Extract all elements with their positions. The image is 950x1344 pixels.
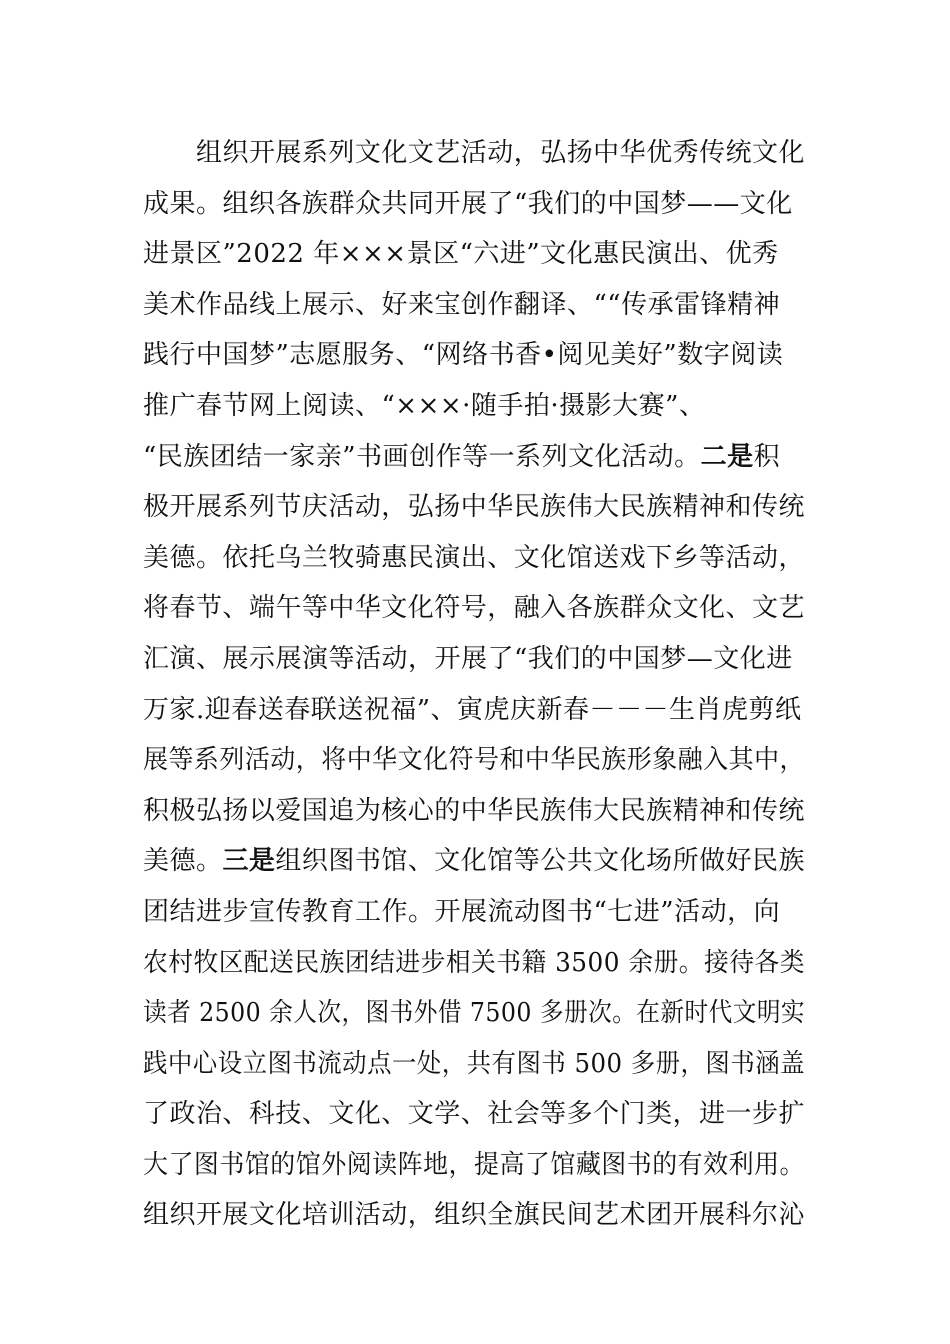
text-segment: 大了图书馆的馆外阅读阵地，提高了馆藏图书的有效利用。 bbox=[143, 1149, 806, 1180]
text-line bbox=[143, 381, 813, 432]
text-line-content bbox=[143, 1190, 805, 1241]
text-line-content bbox=[143, 340, 783, 370]
text-segment: 团结进步宣传教育工作。开展流动图书“七进”活动，向 bbox=[143, 896, 781, 927]
text-line-content bbox=[143, 290, 780, 320]
text-line bbox=[143, 179, 813, 230]
text-line-content bbox=[143, 482, 805, 533]
text-segment: 进景区”2022 年×××景区“六进”文化惠民演出、优秀 bbox=[143, 239, 779, 270]
text-segment: 组织开展系列文化文艺活动，弘扬中华优秀传统文化 bbox=[196, 138, 806, 168]
text-segment: 积 bbox=[753, 441, 781, 472]
text-line bbox=[143, 432, 813, 483]
text-line bbox=[143, 634, 813, 685]
text-segment: 展等系列活动，将中华文化符号和中华民族形象融入其中， bbox=[143, 745, 806, 776]
text-segment: “民族团结一家亲”书画创作等一系列文化活动。 bbox=[143, 441, 701, 472]
text-segment: 汇演、展示展演等活动，开展了“我们的中国梦—文化进 bbox=[143, 643, 793, 674]
text-segment: 美术作品线上展示、好来宝创作翻译、““传承雷锋精神 bbox=[143, 289, 781, 320]
text-segment: 农村牧区配送民族团结进步相关书籍 3500 余册。接待各类 bbox=[143, 947, 805, 978]
text-line-content bbox=[143, 533, 805, 584]
text-line bbox=[143, 836, 813, 887]
text-line-content bbox=[143, 735, 805, 786]
text-line-content bbox=[143, 391, 705, 421]
bold-lead-phrase: 二是 bbox=[700, 441, 754, 472]
text-line-content bbox=[196, 128, 805, 179]
text-line bbox=[143, 533, 813, 584]
text-line-content bbox=[143, 938, 805, 989]
text-line bbox=[143, 330, 813, 381]
text-line-content bbox=[143, 583, 805, 634]
text-segment: 践行中国梦”志愿服务、“网络书香•阅见美好”数字阅读 bbox=[143, 340, 784, 371]
text-line-content bbox=[143, 239, 779, 269]
text-line bbox=[143, 482, 813, 533]
text-line bbox=[143, 786, 813, 837]
text-line-content bbox=[143, 1140, 805, 1191]
text-line bbox=[143, 583, 813, 634]
text-segment: 万家.迎春送春联送祝福”、寅虎庆新春－－－生肖虎剪纸 bbox=[143, 694, 802, 725]
text-line bbox=[143, 280, 813, 331]
text-line bbox=[143, 128, 813, 179]
text-line bbox=[143, 1039, 813, 1090]
text-line-content bbox=[143, 786, 805, 837]
text-segment: 践中心设立图书流动点一处，共有图书 500 多册，图书涵盖 bbox=[143, 1048, 806, 1079]
text-line-content bbox=[143, 644, 793, 674]
text-line-content bbox=[143, 836, 805, 887]
text-segment: 美德。依托乌兰牧骑惠民演出、文化馆送戏下乡等活动， bbox=[143, 542, 805, 573]
text-segment: 成果。组织各族群众共同开展了“我们的中国梦——文化 bbox=[143, 188, 793, 219]
text-segment: 积极弘扬以爱国追为核心的中华民族伟大民族精神和传统 bbox=[143, 795, 805, 826]
text-segment: 了政治、科技、文化、文学、社会等多个门类，进一步扩 bbox=[143, 1099, 805, 1130]
text-segment: 组织图书馆、文化馆等公共文化场所做好民族 bbox=[275, 846, 806, 877]
text-segment: 读者 2500 余人次，图书外借 7500 多册次。在新时代文明实 bbox=[143, 998, 806, 1029]
text-line-content bbox=[143, 442, 780, 472]
text-line bbox=[143, 887, 813, 938]
text-segment: 推广春节网上阅读、“×××·随手拍·摄影大赛”、 bbox=[143, 390, 706, 421]
text-line bbox=[143, 1140, 813, 1191]
text-line-content bbox=[143, 695, 802, 725]
text-line-content bbox=[143, 189, 793, 219]
text-line-content bbox=[143, 1089, 805, 1140]
text-line-content bbox=[143, 988, 805, 1039]
text-line bbox=[143, 938, 813, 989]
text-line bbox=[143, 229, 813, 280]
text-line-content bbox=[143, 897, 780, 927]
text-line bbox=[143, 988, 813, 1039]
text-line-content bbox=[143, 1039, 805, 1090]
text-line bbox=[143, 685, 813, 736]
text-segment: 美德。 bbox=[143, 846, 223, 877]
text-line bbox=[143, 1190, 813, 1241]
text-segment: 将春节、端午等中华文化符号，融入各族群众文化、文艺 bbox=[143, 593, 805, 624]
text-segment: 组织开展文化培训活动，组织全旗民间艺术团开展科尔沁 bbox=[143, 1200, 805, 1231]
text-line bbox=[143, 1089, 813, 1140]
text-segment: 极开展系列节庆活动，弘扬中华民族伟大民族精神和传统 bbox=[143, 492, 805, 523]
text-line bbox=[143, 735, 813, 786]
bold-lead-phrase: 三是 bbox=[222, 846, 276, 877]
body-text bbox=[143, 128, 813, 1241]
